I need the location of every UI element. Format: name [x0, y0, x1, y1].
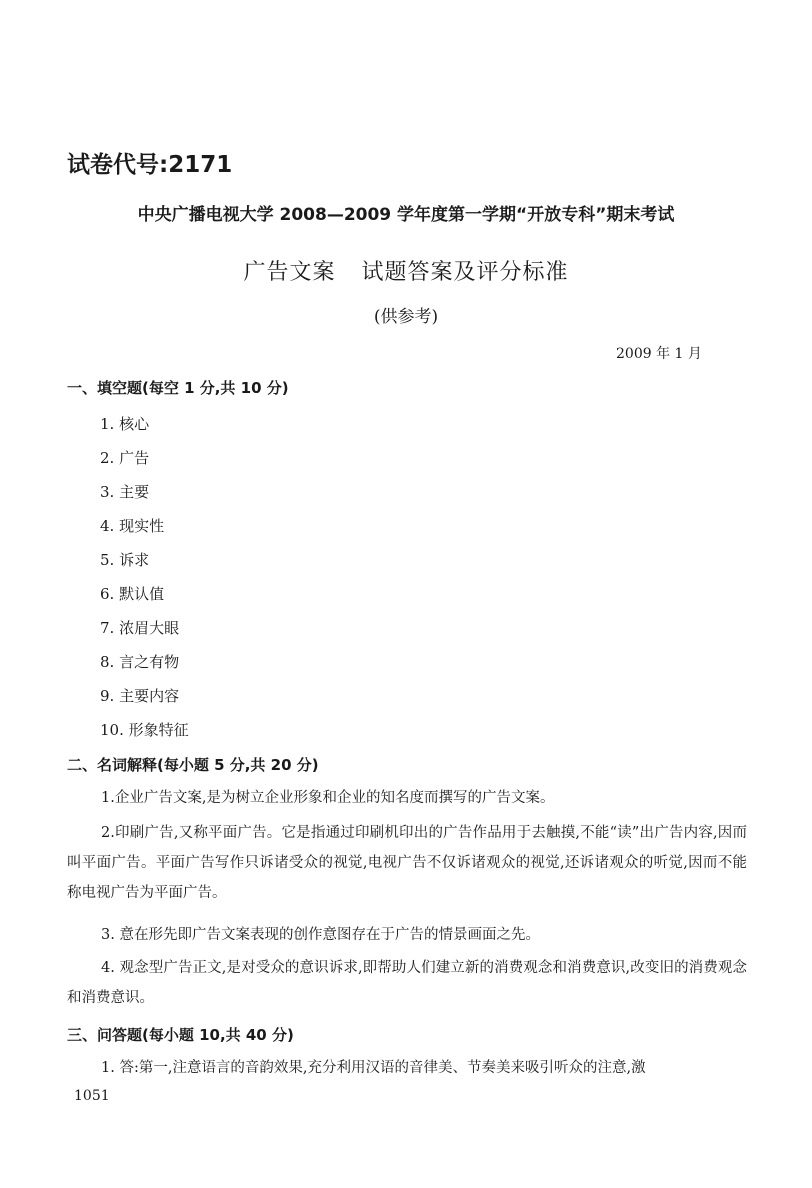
list-item: 7. 浓眉大眼	[100, 619, 180, 637]
reference-note: (供参考)	[373, 307, 439, 327]
list-item: 9. 主要内容	[100, 687, 180, 705]
list-item: 3. 主要	[100, 483, 150, 501]
answer-paragraph: 1.企业广告文案,是为树立企业形象和企业的知名度而撰写的广告文案。	[101, 790, 555, 806]
list-item: 1. 核心	[100, 415, 150, 433]
exam-date: 2009 年 1 月	[616, 346, 702, 362]
list-item: 10. 形象特征	[100, 721, 189, 739]
paper-code: 试卷代号:2171	[67, 152, 233, 178]
section-heading-fill-blank: 一、填空题(每空 1 分,共 10 分)	[67, 379, 289, 397]
answer-paragraph: 3. 意在形先即广告文案表现的创作意图存在于广告的情景画面之先。	[101, 927, 540, 943]
page-number: 1051	[74, 1088, 110, 1104]
answer-paragraph: 4. 观念型广告正文,是对受众的意识诉求,即帮助人们建立新的消费观念和消费意识,改变旧的消费观念和消费意识。	[67, 960, 747, 1006]
list-item: 8. 言之有物	[100, 653, 180, 671]
section-heading-qa: 三、问答题(每小题 10,共 40 分)	[67, 1026, 294, 1044]
list-item: 4. 现实性	[100, 517, 165, 535]
subject-title	[0, 255, 812, 286]
list-item: 6. 默认值	[100, 585, 165, 603]
list-item: 5. 诉求	[100, 551, 150, 569]
subject-subtitle: 试题答案及评分标准	[361, 260, 569, 285]
exam-title: 中央广播电视大学 2008—2009 学年度第一学期“开放专科”期末考试	[137, 205, 675, 225]
list-item: 2. 广告	[100, 449, 150, 467]
subject-name: 广告文案	[243, 260, 336, 285]
answer-paragraph: 1. 答:第一,注意语言的音韵效果,充分利用汉语的音律美、节奏美来吸引听众的注意,激	[101, 1060, 646, 1076]
section-heading-term-explanation: 二、名词解释(每小题 5 分,共 20 分)	[67, 756, 319, 774]
answer-paragraph: 2.印刷广告,又称平面广告。它是指通过印刷机印出的广告作品用于去触摸,不能“读”出广告内容,因而叫平面广告。平面广告写作只诉诸受众的视觉,电视广告不仅诉诸观众的视觉,还诉诸观众的听觉,因而不能称电视广告为平面广告。	[67, 825, 747, 901]
